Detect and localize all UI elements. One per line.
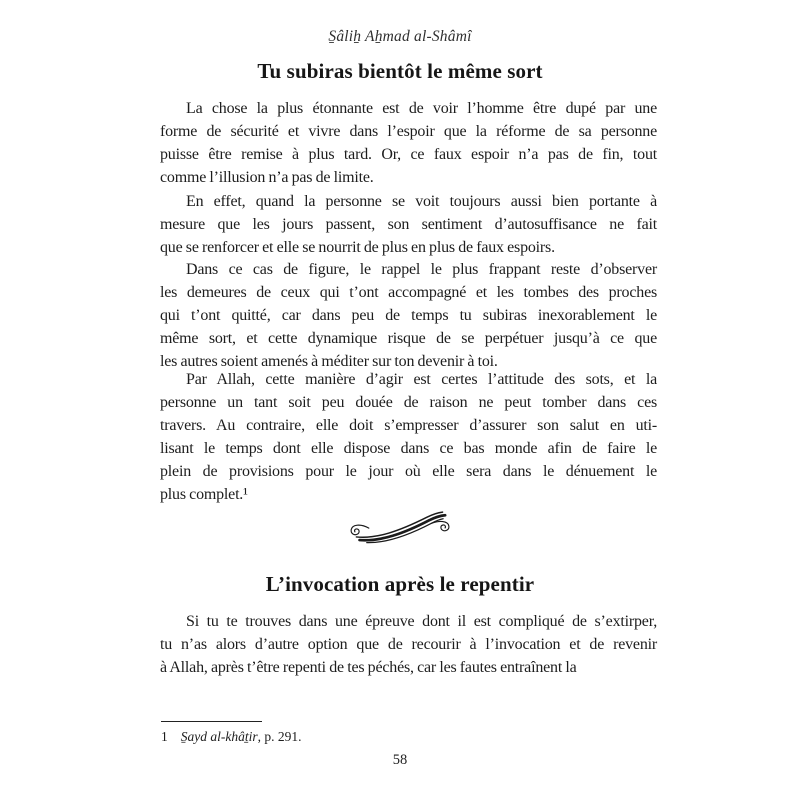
text-line: travers. Au contraire, elle doit s’empresser d’assurer son salut en uti- (160, 417, 657, 434)
footnote-separator-rule (161, 721, 262, 722)
text-line: qui t’ont quitté, car dans peu de temps tu subiras inexorablement le (160, 307, 657, 324)
text-line: à Allah, après t’être repenti de tes péchés, car les fautes entraînent la (160, 659, 577, 676)
page-number: 58 (392, 752, 408, 768)
paragraph-5 (160, 610, 657, 679)
text-line: mesure que les jours passent, son sentiment d’autosuffisance ne fait (160, 216, 657, 233)
text-line: que se renforcer et elle se nourrit de plus en plus de faux espoirs. (160, 239, 555, 256)
text-line: lisant le temps dont elle dispose dans ce bas monde afin de faire le (160, 440, 657, 457)
text-line: Si tu te trouves dans une épreuve dont il est compliqué de s’extirper, (186, 613, 657, 630)
text-line: les autres soient amenés à méditer sur ton devenir à toi. (160, 353, 498, 370)
footnote-number: 1 (161, 729, 168, 744)
text-line: comme l’illusion n’a pas de limite. (160, 169, 374, 186)
text-line: Dans ce cas de figure, le rappel le plus frappant reste d’observer (186, 261, 657, 278)
footnote-source-rest: , p. 291. (257, 729, 302, 744)
footnote-source-title: S̱ayd al-khâṯir (180, 729, 258, 744)
text-line: forme de sécurité et vivre dans l’espoir que la réforme de sa personne (160, 123, 657, 140)
paragraph-2 (160, 190, 657, 259)
text-line: puisse être remise à plus tard. Or, ce faux espoir n’a pas de fin, tout (160, 146, 657, 163)
paragraph-3 (160, 258, 657, 373)
running-head-author: S̱âliẖ Aẖmad al-Shâmî (328, 28, 472, 45)
footnote (161, 729, 302, 745)
paragraph-1 (160, 97, 657, 189)
text-line: les demeures de ceux qui t’ont accompagné et les tombes des proches (160, 284, 657, 301)
text-line: tu n’as alors d’autre option que de recourir à l’invocation et de revenir (160, 636, 657, 653)
calligraphic-flourish-icon (346, 506, 454, 544)
text-line: plein de provisions pour le jour où elle sera dans le dénuement le (160, 463, 657, 480)
text-line: La chose la plus étonnante est de voir l’homme être dupé par une (186, 100, 657, 117)
text-line: plus complet.¹ (160, 486, 248, 503)
section-title-1: Tu subiras bientôt le même sort (257, 59, 543, 83)
paragraph-4 (160, 368, 657, 506)
text-line: Par Allah, cette manière d’agir est certes l’attitude des sots, et la (186, 371, 657, 388)
text-line: même sort, et cette dynamique risque de se perpétuer jusqu’à ce que (160, 330, 657, 347)
flourish-divider-ornament (0, 506, 800, 544)
text-line: En effet, quand la personne se voit toujours aussi bien portante à (186, 193, 657, 210)
text-line: personne un tant soit peu douée de raison ne peut tomber dans ces (160, 394, 657, 411)
section-title-2: L’invocation après le repentir (265, 572, 535, 596)
